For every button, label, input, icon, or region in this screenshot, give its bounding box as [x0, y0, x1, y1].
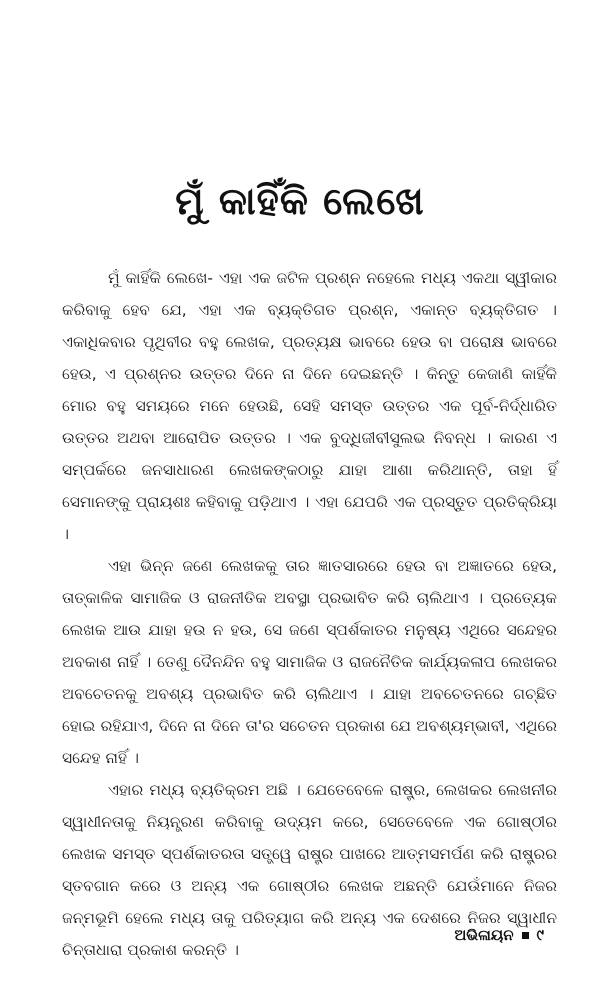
- body-text: [62, 262, 557, 966]
- paragraph-2: ଏହା ଭିନ୍ନ ଜଣେ ଲେଖକକୁ ତାର ଜ୍ଞାତସାରରେ ହେଉ ବା ଅଜ୍ଞାତରେ ହେଉ, ତାତ୍କାଳିକ ସାମାଜିକ ଓ ରାଜନୀତିକ ଅବସ୍ଥା ପ୍ରଭାବିତ କରି ଚାଲିଥାଏ । ପ୍ରତ୍ୟେକ ଲେଖକ ଆଉ ଯାହା ହଉ ନ ହଉ, ସେ ଜଣେ ସ୍ପର୍ଶକାତର ମନୁଷ୍ୟ ଏଥିରେ ସନ୍ଦେହର ଅବକାଶ ନାହିଁ । ତେଣୁ ଦୈନନ୍ଦିନ ବହୁ ସାମାଜିକ ଓ ରାଜନୈତିକ କାର୍ଯ୍ୟକଳାପ ଲେଖକର ଅବଚେତନକୁ ଅବଶ୍ୟ ପ୍ରଭାବିତ କରି ଚାଲିଥାଏ । ଯାହା ଅବଚେତନରେ ଗଚ୍ଛିତ ହୋଇ ରହିଯାଏ, ଦିନେ ନା ଦିନେ ତା'ର ସଚେତନ ପ୍ରକାଶ ଯେ ଅବଶ୍ୟମ୍ଭାବୀ, ଏଥିରେ ସନ୍ଦେହ ନାହିଁ ।: [62, 557, 557, 767]
- page-footer: [454, 926, 544, 944]
- paragraph-3: ଏହାର ମଧ୍ୟ ବ୍ୟତିକ୍ରମ ଅଛି । ଯେତେବେଳେ ରାଷ୍ଟ୍ର, ଲେଖକର ଲେଖନୀର ସ୍ୱାଧୀନତାକୁ ନିୟନ୍ତ୍ରଣ କରିବାକୁ ଉଦ୍ୟମ କରେ, ସେତେବେଳେ ଏକ ଗୋଷ୍ଠୀର ଲେଖକ ସମସ୍ତ ସ୍ପର୍ଶକାତରତା ସତ୍ତ୍ୱେ ରାଷ୍ଟ୍ର ପାଖରେ ଆତ୍ମସମର୍ପଣ କରି ରାଷ୍ଟ୍ରର ସ୍ତବଗାନ କରେ ଓ ଅନ୍ୟ ଏକ ଗୋଷ୍ଠୀର ଲେଖକ ଅଛନ୍ତି ଯେଉଁମାନେ ନିଜର ଜନ୍ମଭୂମି ହେଲେ ମଧ୍ୟ ତାକୁ ପରିତ୍ୟାଗ କରି ଅନ୍ୟ ଏକ ଦେଶରେ ନିଜର ସ୍ୱାଧୀନ ଚିନ୍ତାଧାରା ପ୍ରକାଶ କରନ୍ତି ।: [62, 781, 557, 959]
- page-title: ମୁଁ କାହିଁକି ଲେଖେ: [175, 179, 425, 223]
- page-number: ୯: [536, 926, 544, 944]
- paragraph-1: ମୁଁ କାହିଁକି ଲେଖେ- ଏହା ଏକ ଜଟିଳ ପ୍ରଶ୍ନ ନହେଲେ ମଧ୍ୟ ଏକଥା ସ୍ୱୀକାର କରିବାକୁ ହେବ ଯେ, ଏହା ଏକ ବ୍ୟକ୍ତିଗତ ପ୍ରଶ୍ନ, ଏକାନ୍ତ ବ୍ୟକ୍ତିଗତ । ଏକାଧିକବାର ପୃଥିବୀର ବହୁ ଲେଖକ, ପ୍ରତ୍ୟକ୍ଷ ଭାବରେ ହେଉ ବା ପରୋକ୍ଷ ଭାବରେ ହେଉ, ଏ ପ୍ରଶ୍ନର ଉତ୍ତର ଦିନେ ନା ଦିନେ ଦେଇଛନ୍ତି । କିନ୍ତୁ କେଜାଣି କାହିଁକି ମୋର ବହୁ ସମୟରେ ମନେ ହେଉଛି, ସେହି ସମସ୍ତ ଉତ୍ତର ଏକ ପୂର୍ବ-ନିର୍ଦ୍ଧାରିତ ଉତ୍ତର ଅଥବା ଆରୋପିତ ଉତ୍ତର । ଏକ ବୁଦ୍ଧିଜୀବୀସୁଲଭ ନିବନ୍ଧ । କାରଣ ଏ ସମ୍ପର୍କରେ ଜନସାଧାରଣ ଲେଖକଙ୍କଠାରୁ ଯାହା ଆଶା କରିଥାନ୍ତି, ତାହା ହିଁ ସେମାନଙ୍କୁ ପ୍ରାୟଶଃ କହିବାକୁ ପଡ଼ିଥାଏ । ଏହା ଯେପରି ଏକ ପ୍ରସ୍ତୁତ ପ୍ରତିକ୍ରିୟା ।: [62, 269, 557, 543]
- square-bullet-icon: [522, 932, 529, 939]
- footer-label: ଅଭିଳାୟନ: [454, 926, 514, 944]
